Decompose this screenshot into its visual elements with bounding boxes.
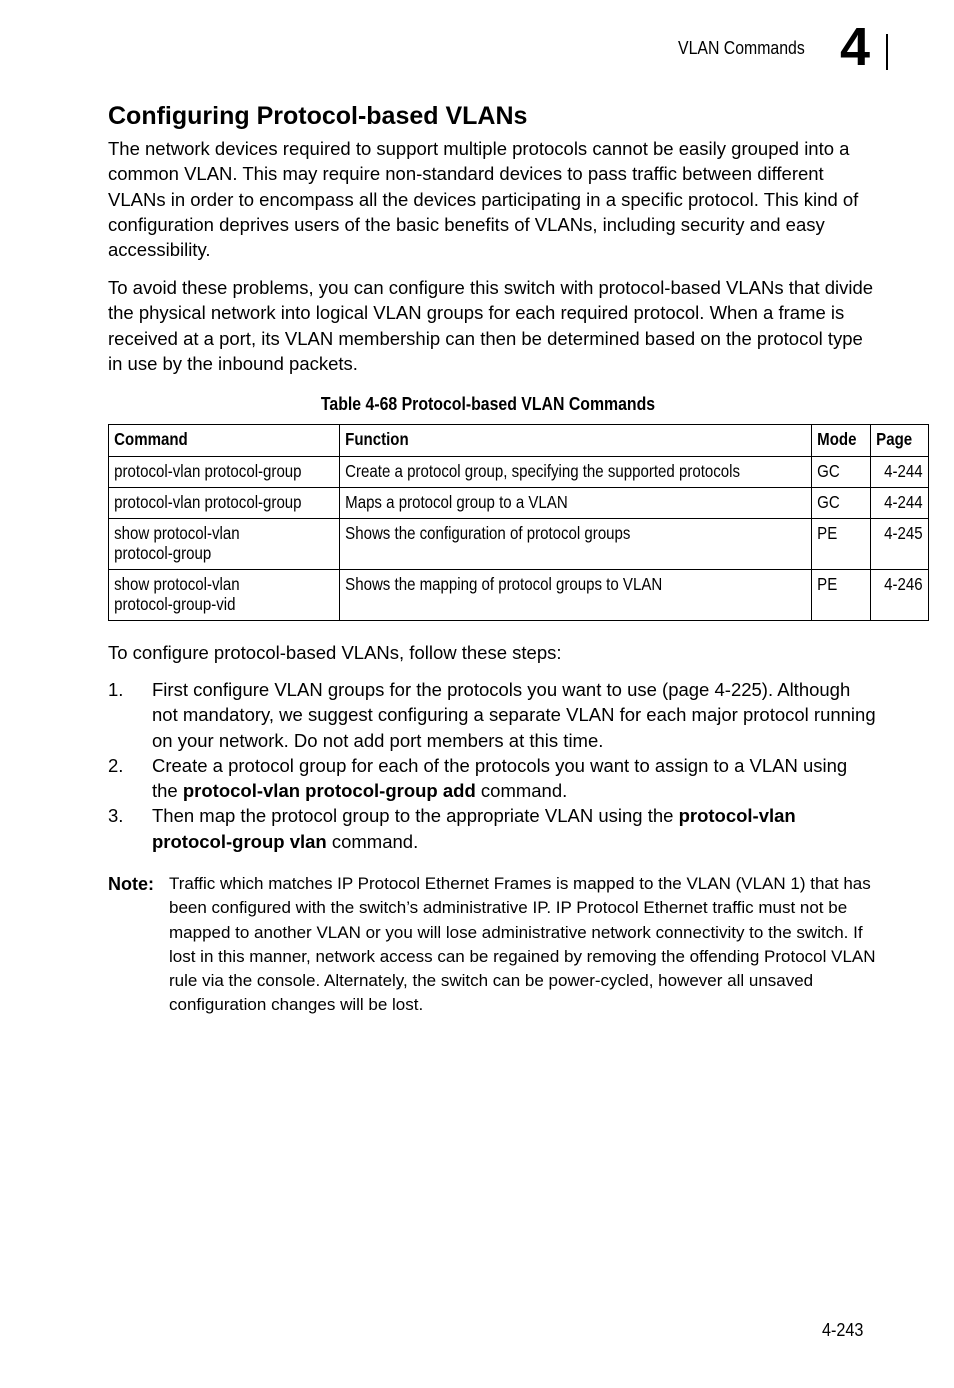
avoid-paragraph: To avoid these problems, you can configure this switch with protocol-based VLANs that divide the physical network into logical VLAN groups for each required protocol. When a frame is received at a port, its VLAN membership can then be determined based on the protocol type in use by the inbound packets. (108, 277, 874, 374)
step-command: protocol-vlan protocol-group add (182, 780, 476, 802)
note-label: Note: (108, 874, 154, 894)
list-item (108, 803, 878, 854)
header-page: Page (870, 425, 928, 457)
step-text-end: command. (475, 780, 568, 802)
cell-page: 4-246 (870, 570, 928, 621)
cell-function: Maps a protocol group to a VLAN (339, 488, 811, 519)
cell-page: 4-244 (870, 457, 928, 488)
cell-command: protocol-vlan protocol-group (109, 457, 340, 488)
step-number: 2. (108, 754, 124, 776)
intro-paragraph: The network devices required to support multiple protocols cannot be easily grouped into a common VLAN. This may require non-standard devices to pass traffic between different VLANs in order to encompass all the devices participating in a specific protocol. This kind of configuration deprives users of the basic benefits of VLANs, including security and easy accessibility. (108, 138, 859, 261)
steps-intro: To configure protocol-based VLANs, follow these steps: (108, 642, 562, 663)
note-text: Traffic which matches IP Protocol Ethernet Frames is mapped to the VLAN (VLAN 1) that has been configured with the switch’s administrative IP. IP Protocol Ethernet traffic must not be mapped to another VLAN or you will lose administrative network connectivity to the switch. If lost in this manner, network access can be regained by removing the offending Protocol VLAN rule via the console. Alternately, the switch can be power-cycled, however all unsaved configuration changes will be lost. (169, 874, 876, 1015)
table-row (109, 570, 929, 621)
step-command: protocol-vlan protocol-group vlan (152, 805, 796, 852)
step-number: 3. (108, 805, 124, 827)
commands-table (108, 424, 929, 621)
cell-mode: GC (812, 488, 871, 519)
header-command: Command (109, 425, 340, 457)
cell-command: show protocol-vlan protocol-group (109, 519, 340, 570)
page-number: 4-243 (822, 1320, 864, 1340)
cell-function: Shows the mapping of protocol groups to VLAN (339, 570, 811, 621)
step-text: Create a protocol group for each of the protocols you want to assign to a VLAN using the (152, 754, 848, 802)
cell-command: protocol-vlan protocol-group (109, 488, 340, 519)
step-number: 1. (108, 679, 124, 700)
step-text: First configure VLAN groups for the protocols you want to use (page 4-225). Although not mandatory, we suggest configuring a separate VLAN for each major protocol running on your network. Do not add port members at this time. (152, 679, 876, 751)
section-heading: Configuring Protocol-based VLANs (108, 102, 528, 130)
cell-command: show protocol-vlan protocol-group-vid (109, 570, 340, 621)
note-block (108, 872, 878, 1018)
cell-page: 4-245 (870, 519, 928, 570)
table-row (109, 519, 929, 570)
table-row (109, 488, 929, 519)
list-item (108, 753, 878, 804)
cell-mode: PE (812, 570, 871, 621)
chapter-tab (840, 17, 888, 77)
chapter-tab-bar (886, 34, 888, 70)
cell-function: Create a protocol group, specifying the supported protocols (339, 457, 811, 488)
cell-function: Shows the configuration of protocol groups (339, 519, 811, 570)
cell-page: 4-244 (870, 488, 928, 519)
table-row (109, 457, 929, 488)
list-item (108, 677, 878, 753)
header-mode: Mode (812, 425, 871, 457)
steps-list (108, 677, 878, 854)
table-header-row (109, 425, 929, 457)
cell-mode: GC (812, 457, 871, 488)
chapter-number: 4 (840, 17, 871, 77)
step-text-end: command. (326, 830, 419, 852)
table-caption: Table 4-68 Protocol-based VLAN Commands (320, 394, 656, 414)
header-function: Function (339, 425, 811, 457)
step-text: Then map the protocol group to the appropriate VLAN using the (152, 805, 679, 827)
running-header: VLAN Commands (678, 38, 805, 58)
cell-mode: PE (812, 519, 871, 570)
